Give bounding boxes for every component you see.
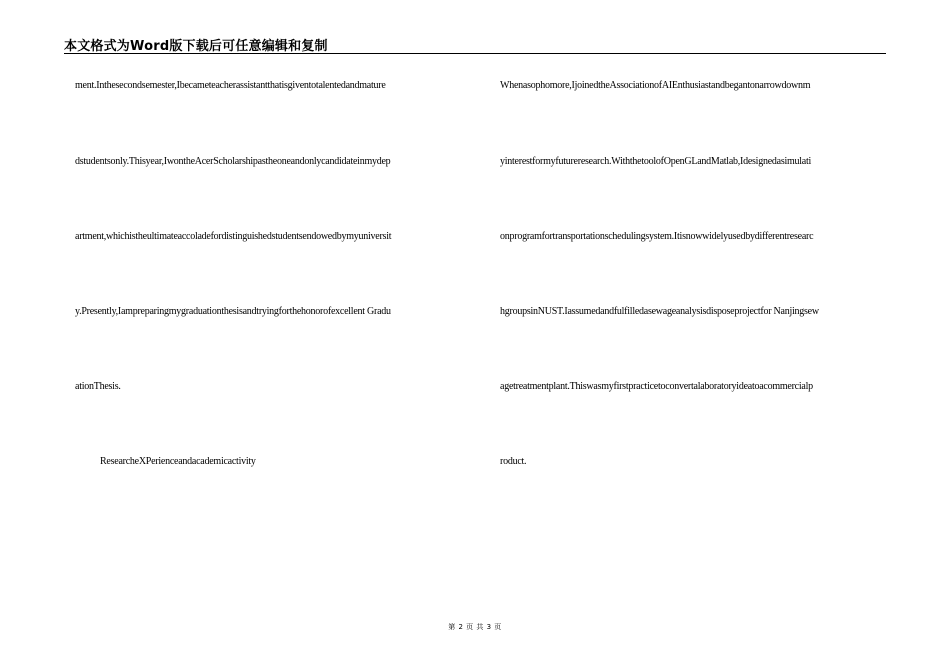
page-number-footer: 第 2 页 共 3 页 bbox=[448, 623, 502, 631]
page-header bbox=[64, 34, 886, 54]
header-title: 本文格式为Word版下载后可任意编辑和复制 bbox=[64, 39, 328, 54]
left-line-5: ationThesis. bbox=[75, 381, 121, 392]
right-line-4: hgroupsinNUST.Iassumedandfulfilledasewageanalysisdisposeprojectfor Nanjingsew bbox=[500, 306, 819, 317]
left-line-3: artment,whichistheultimateaccoladefordistinguishedstudentsendowedbymyuniversit bbox=[75, 231, 392, 242]
section-heading: ResearcheXPerienceandacademicactivity bbox=[100, 456, 256, 467]
left-line-4: y.Presently,Iampreparingmygraduationthesisandtryingforthehonorofexcellent Gradu bbox=[75, 306, 391, 317]
right-line-2: yinterestformyfutureresearch.WiththetoolofOpenGLandMatlab,Idesignedasimulati bbox=[500, 156, 812, 167]
right-line-5: agetreatmentplant.Thiswasmyfirstpracticetoconvertalaboratoryideatoacommercialp bbox=[500, 381, 813, 392]
right-line-1: Whenasophomore,IjoinedtheAssociationofAIEnthusiastandbegantonarrowdownm bbox=[500, 80, 811, 91]
left-line-2: dstudentsonly.Thisyear,IwontheAcerScholarshipastheoneandonlycandidateinmydep bbox=[75, 156, 391, 167]
left-line-1: ment.Inthesecondsemester,Ibecameteacherassistantthatisgiventotalentedandmature bbox=[75, 80, 386, 91]
right-line-6: roduct. bbox=[500, 456, 527, 467]
right-line-3: onprogramfortransportationschedulingsystem.Itisnowwidelyusedbydifferentresearc bbox=[500, 231, 814, 242]
